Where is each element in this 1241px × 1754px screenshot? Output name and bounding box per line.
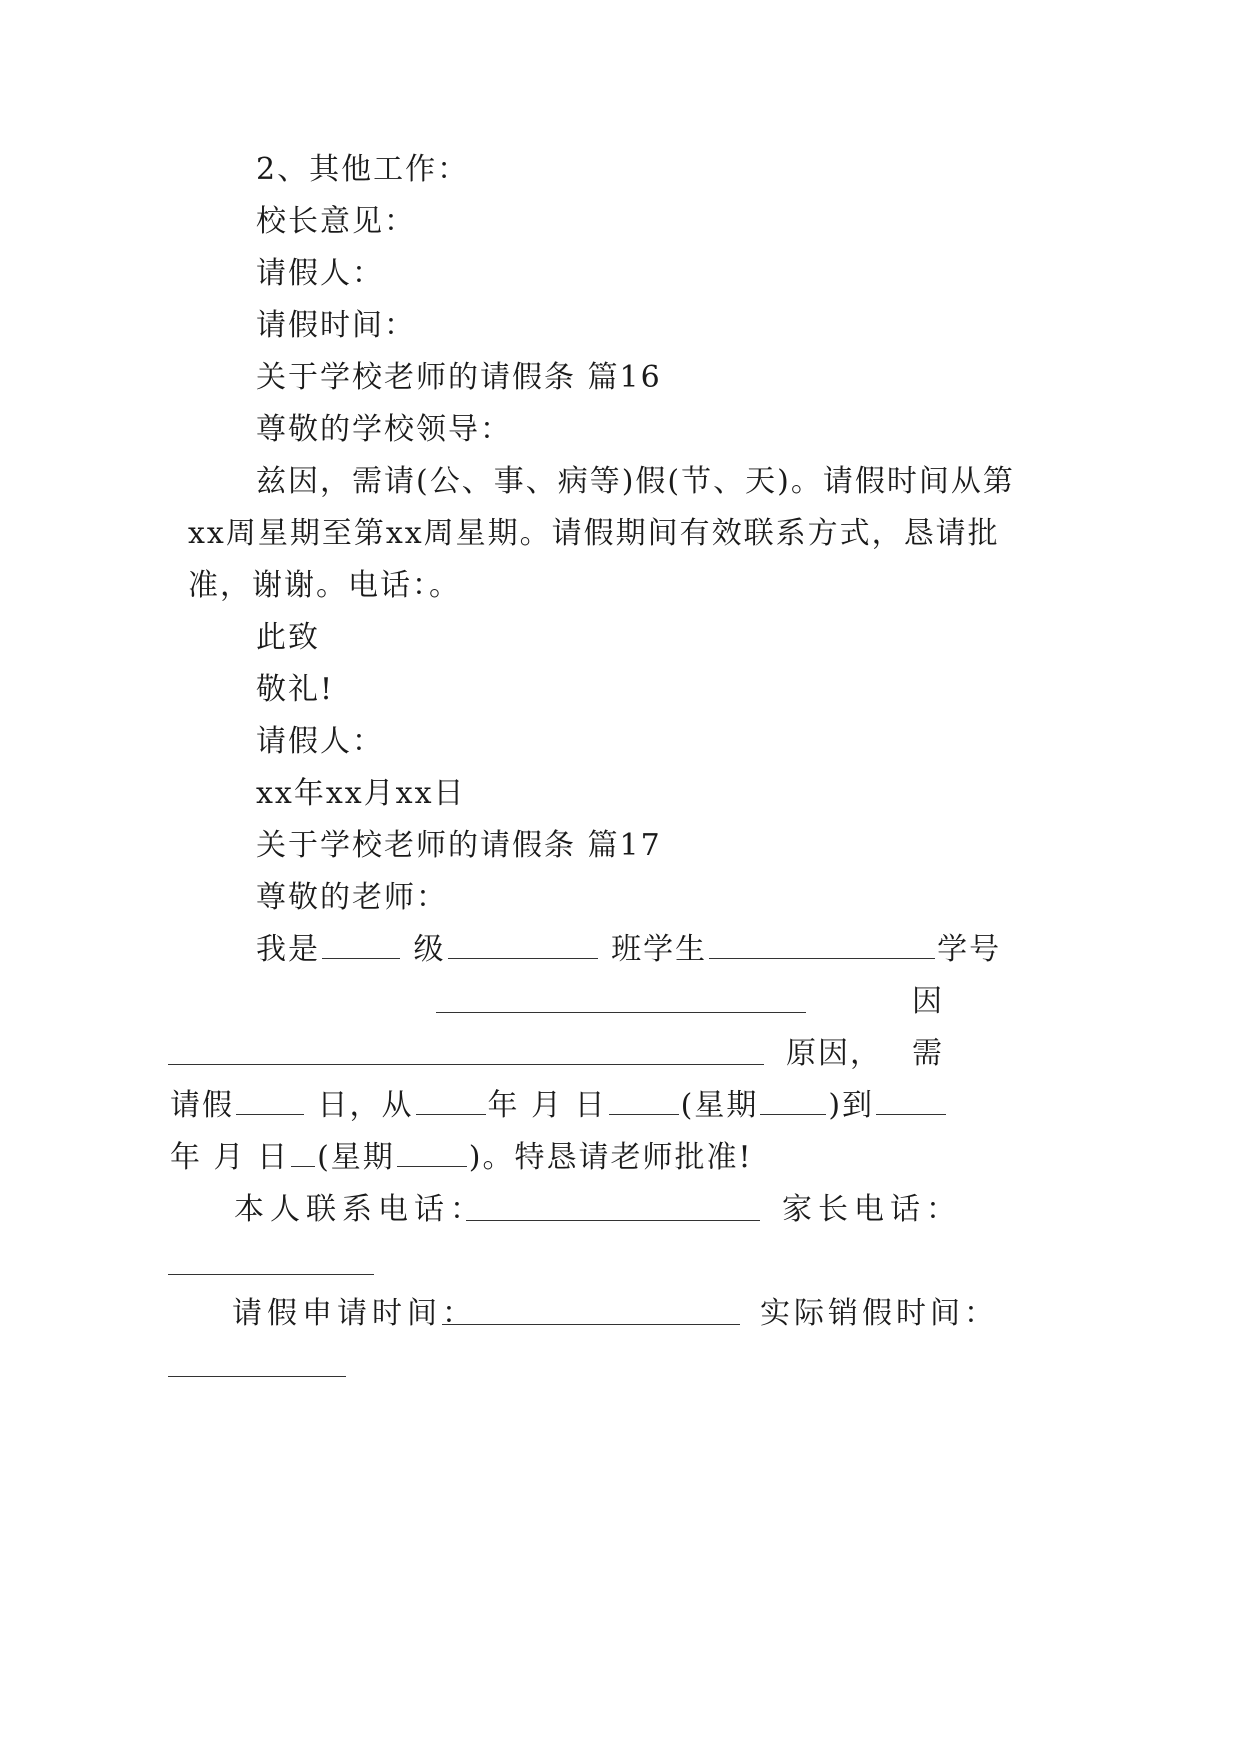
end-time-blank[interactable] <box>291 1138 315 1167</box>
section-heading: 关于学校老师的请假条 篇17 <box>256 828 662 863</box>
form-row <box>170 1086 1050 1126</box>
closing-line: 敬礼! <box>256 672 335 707</box>
form-row <box>256 930 1050 970</box>
student-id-blank[interactable] <box>436 1012 806 1013</box>
form-label: 请假 <box>170 1088 234 1123</box>
form-label: 年 月 日 <box>487 1088 607 1123</box>
student-name-blank[interactable] <box>709 930 935 959</box>
signature-label: 请假人： <box>256 724 384 759</box>
paragraph-line: 2、其他工作： <box>256 152 470 187</box>
end-weekday-blank[interactable] <box>397 1138 467 1167</box>
paragraph-line: 校长意见： <box>256 204 416 239</box>
form-label: 年 月 日 <box>170 1140 290 1175</box>
body-line: 兹因，需请(公、事、病等)假(节、天)。请假时间从第 <box>256 464 1015 499</box>
parent-phone-blank[interactable] <box>168 1274 374 1275</box>
form-label: 班学生 <box>611 932 708 967</box>
class-blank[interactable] <box>448 930 598 959</box>
salutation: 尊敬的学校领导： <box>256 412 512 447</box>
form-label: 我是 <box>256 932 320 967</box>
end-blank[interactable] <box>876 1086 946 1115</box>
form-label: 家长电话： <box>782 1192 962 1227</box>
form-label: )到 <box>828 1088 875 1123</box>
form-label: 实际销假时间： <box>760 1296 998 1331</box>
section-heading: 关于学校老师的请假条 篇16 <box>256 360 662 395</box>
own-phone-blank[interactable] <box>466 1220 760 1221</box>
paragraph-line: 请假时间： <box>256 308 416 343</box>
form-label: 原因， <box>786 1036 882 1071</box>
form-row <box>170 1138 1050 1178</box>
body-line: xx周星期至第xx周星期。请假期间有效联系方式，恳请批 <box>188 516 1000 551</box>
closing-line: 此致 <box>256 620 320 655</box>
form-label: 请假申请时间： <box>232 1296 477 1331</box>
form-label: 级 <box>413 932 446 967</box>
form-label: 日，从 <box>317 1088 414 1123</box>
grade-blank[interactable] <box>322 930 400 959</box>
form-label: 本人联系电话： <box>234 1192 486 1227</box>
form-label: (星期 <box>680 1088 759 1123</box>
form-label: )。特恳请老师批准! <box>468 1140 753 1175</box>
salutation: 尊敬的老师： <box>256 880 448 915</box>
days-blank[interactable] <box>236 1086 304 1115</box>
form-label: 学号 <box>937 932 1002 967</box>
body-line: 准，谢谢。电话：。 <box>188 568 461 603</box>
form-label: 因 <box>912 984 944 1019</box>
paragraph-line: 请假人： <box>256 256 384 291</box>
form-label: 需 <box>912 1036 944 1071</box>
return-time-blank[interactable] <box>168 1376 346 1377</box>
date-line: xx年xx月xx日 <box>256 776 466 811</box>
reason-blank[interactable] <box>168 1064 764 1065</box>
form-label: (星期 <box>317 1140 395 1175</box>
apply-time-blank[interactable] <box>442 1324 740 1325</box>
start-weekday-blank[interactable] <box>760 1086 826 1115</box>
start-time-blank[interactable] <box>609 1086 679 1115</box>
start-blank[interactable] <box>416 1086 486 1115</box>
